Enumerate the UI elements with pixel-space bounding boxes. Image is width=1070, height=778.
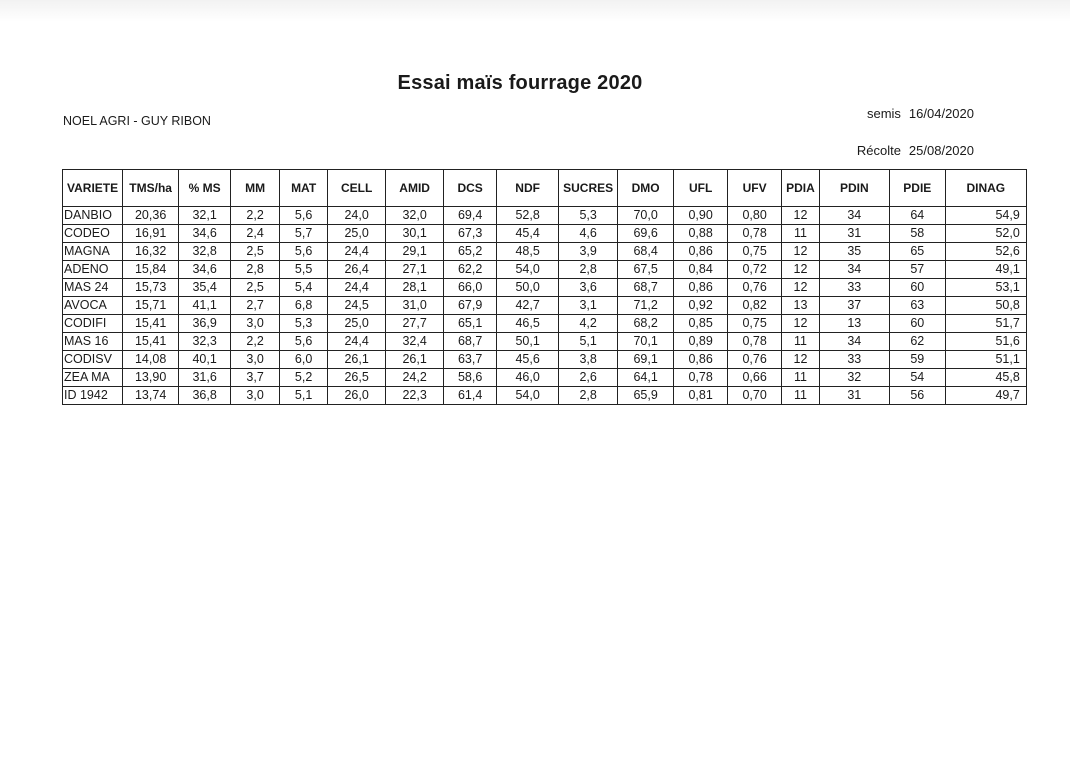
table-cell: 51,6 bbox=[945, 333, 1026, 351]
table-cell: 45,8 bbox=[945, 369, 1026, 387]
table-cell: 45,6 bbox=[497, 351, 559, 369]
table-cell: 49,1 bbox=[945, 261, 1026, 279]
column-header: NDF bbox=[497, 170, 559, 207]
table-cell: 59 bbox=[889, 351, 945, 369]
table-row bbox=[63, 333, 1027, 351]
table-cell: 0,75 bbox=[728, 243, 782, 261]
table-cell: 69,1 bbox=[618, 351, 674, 369]
column-header: AMID bbox=[386, 170, 444, 207]
table-cell: 26,0 bbox=[328, 387, 386, 405]
table-cell: 67,3 bbox=[444, 225, 497, 243]
column-header: SUCRES bbox=[559, 170, 618, 207]
harvest-date: 25/08/2020 bbox=[908, 143, 974, 158]
table-cell: 0,76 bbox=[728, 279, 782, 297]
sowing-label: semis bbox=[866, 106, 901, 121]
column-header: PDIA bbox=[782, 170, 820, 207]
table-cell: 11 bbox=[782, 387, 820, 405]
table-cell: 26,1 bbox=[328, 351, 386, 369]
column-header: DINAG bbox=[945, 170, 1026, 207]
table-cell: 11 bbox=[782, 369, 820, 387]
table-cell: 4,6 bbox=[559, 225, 618, 243]
table-cell: 32,4 bbox=[386, 333, 444, 351]
table-cell: 26,1 bbox=[386, 351, 444, 369]
table-cell: 2,5 bbox=[231, 243, 280, 261]
table-cell: 13,74 bbox=[123, 387, 179, 405]
column-header: TMS/ha bbox=[123, 170, 179, 207]
table-cell: 0,80 bbox=[728, 207, 782, 225]
variety-cell: ADENO bbox=[63, 261, 123, 279]
variety-cell: CODIFI bbox=[63, 315, 123, 333]
table-cell: 67,9 bbox=[444, 297, 497, 315]
table-cell: 0,86 bbox=[674, 279, 728, 297]
table-cell: 68,7 bbox=[618, 279, 674, 297]
column-header: PDIN bbox=[819, 170, 889, 207]
table-cell: 29,1 bbox=[386, 243, 444, 261]
table-cell: 5,5 bbox=[280, 261, 328, 279]
table-cell: 5,3 bbox=[280, 315, 328, 333]
table-cell: 68,7 bbox=[444, 333, 497, 351]
table-row bbox=[63, 387, 1027, 405]
table-cell: 40,1 bbox=[179, 351, 231, 369]
table-cell: 12 bbox=[782, 279, 820, 297]
sowing-date: 16/04/2020 bbox=[908, 106, 974, 121]
table-cell: 26,5 bbox=[328, 369, 386, 387]
table-cell: 3,9 bbox=[559, 243, 618, 261]
table-cell: 5,1 bbox=[280, 387, 328, 405]
variety-cell: MAS 24 bbox=[63, 279, 123, 297]
table-cell: 24,0 bbox=[328, 207, 386, 225]
table-cell: 71,2 bbox=[618, 297, 674, 315]
table-cell: 63,7 bbox=[444, 351, 497, 369]
table-cell: 51,7 bbox=[945, 315, 1026, 333]
table-cell: 3,1 bbox=[559, 297, 618, 315]
table-cell: 15,71 bbox=[123, 297, 179, 315]
table-row bbox=[63, 351, 1027, 369]
variety-cell: MAS 16 bbox=[63, 333, 123, 351]
table-cell: 0,85 bbox=[674, 315, 728, 333]
table-cell: 36,9 bbox=[179, 315, 231, 333]
table-cell: 32 bbox=[819, 369, 889, 387]
table-cell: 6,0 bbox=[280, 351, 328, 369]
table-cell: 22,3 bbox=[386, 387, 444, 405]
document-title: Essai maïs fourrage 2020 bbox=[397, 72, 643, 94]
table-cell: 42,7 bbox=[497, 297, 559, 315]
table-cell: 3,7 bbox=[231, 369, 280, 387]
table-cell: 33 bbox=[819, 279, 889, 297]
table-cell: 30,1 bbox=[386, 225, 444, 243]
column-header: PDIE bbox=[889, 170, 945, 207]
table-cell: 16,32 bbox=[123, 243, 179, 261]
table-cell: 11 bbox=[782, 225, 820, 243]
table-row bbox=[63, 207, 1027, 225]
table-cell: 2,5 bbox=[231, 279, 280, 297]
table-cell: 3,0 bbox=[231, 315, 280, 333]
table-cell: 36,8 bbox=[179, 387, 231, 405]
table-cell: 37 bbox=[819, 297, 889, 315]
table-cell: 0,86 bbox=[674, 351, 728, 369]
table-cell: 48,5 bbox=[497, 243, 559, 261]
table-cell: 3,0 bbox=[231, 387, 280, 405]
table-cell: 65 bbox=[889, 243, 945, 261]
table-cell: 66,0 bbox=[444, 279, 497, 297]
table-cell: 34 bbox=[819, 207, 889, 225]
table-cell: 31 bbox=[819, 387, 889, 405]
column-header: DMO bbox=[618, 170, 674, 207]
table-cell: 0,70 bbox=[728, 387, 782, 405]
table-cell: 15,41 bbox=[123, 315, 179, 333]
column-header: UFL bbox=[674, 170, 728, 207]
table-cell: 62,2 bbox=[444, 261, 497, 279]
table-cell: 15,73 bbox=[123, 279, 179, 297]
table-cell: 27,1 bbox=[386, 261, 444, 279]
table-cell: 5,1 bbox=[559, 333, 618, 351]
table-cell: 24,4 bbox=[328, 243, 386, 261]
table-cell: 57 bbox=[889, 261, 945, 279]
table-cell: 41,1 bbox=[179, 297, 231, 315]
table-cell: 0,81 bbox=[674, 387, 728, 405]
variety-cell: MAGNA bbox=[63, 243, 123, 261]
table-cell: 25,0 bbox=[328, 225, 386, 243]
table-cell: 52,0 bbox=[945, 225, 1026, 243]
table-cell: 54 bbox=[889, 369, 945, 387]
table-cell: 65,9 bbox=[618, 387, 674, 405]
table-cell: 3,8 bbox=[559, 351, 618, 369]
table-cell: 2,2 bbox=[231, 333, 280, 351]
column-header: VARIETE bbox=[63, 170, 123, 207]
table-cell: 62 bbox=[889, 333, 945, 351]
table-cell: 51,1 bbox=[945, 351, 1026, 369]
variety-cell: AVOCA bbox=[63, 297, 123, 315]
table-cell: 33 bbox=[819, 351, 889, 369]
table-cell: 0,89 bbox=[674, 333, 728, 351]
table-cell: 54,0 bbox=[497, 387, 559, 405]
variety-cell: CODEO bbox=[63, 225, 123, 243]
table-cell: 5,2 bbox=[280, 369, 328, 387]
author-line: NOEL AGRI - GUY RIBON bbox=[63, 114, 211, 128]
table-cell: 2,6 bbox=[559, 369, 618, 387]
table-cell: 32,8 bbox=[179, 243, 231, 261]
table-cell: 50,1 bbox=[497, 333, 559, 351]
column-header: MM bbox=[231, 170, 280, 207]
table-row bbox=[63, 297, 1027, 315]
table-cell: 24,4 bbox=[328, 333, 386, 351]
table-cell: 31 bbox=[819, 225, 889, 243]
table-cell: 35,4 bbox=[179, 279, 231, 297]
table-cell: 2,7 bbox=[231, 297, 280, 315]
table-cell: 5,4 bbox=[280, 279, 328, 297]
table-cell: 35 bbox=[819, 243, 889, 261]
table-cell: 67,5 bbox=[618, 261, 674, 279]
table-cell: 50,8 bbox=[945, 297, 1026, 315]
table-cell: 14,08 bbox=[123, 351, 179, 369]
table-cell: 32,1 bbox=[179, 207, 231, 225]
table-cell: 68,2 bbox=[618, 315, 674, 333]
table-cell: 26,4 bbox=[328, 261, 386, 279]
table-cell: 5,6 bbox=[280, 333, 328, 351]
table-cell: 5,3 bbox=[559, 207, 618, 225]
table-cell: 45,4 bbox=[497, 225, 559, 243]
table-cell: 58,6 bbox=[444, 369, 497, 387]
table-cell: 0,82 bbox=[728, 297, 782, 315]
table-cell: 0,92 bbox=[674, 297, 728, 315]
table-cell: 0,78 bbox=[674, 369, 728, 387]
table-row bbox=[63, 225, 1027, 243]
table-row bbox=[63, 369, 1027, 387]
table-cell: 28,1 bbox=[386, 279, 444, 297]
table-cell: 54,0 bbox=[497, 261, 559, 279]
table-cell: 61,4 bbox=[444, 387, 497, 405]
table-cell: 15,41 bbox=[123, 333, 179, 351]
table-cell: 13,90 bbox=[123, 369, 179, 387]
table-cell: 12 bbox=[782, 207, 820, 225]
table-cell: 69,4 bbox=[444, 207, 497, 225]
table-cell: 5,6 bbox=[280, 207, 328, 225]
table-cell: 27,7 bbox=[386, 315, 444, 333]
table-cell: 31,6 bbox=[179, 369, 231, 387]
table-cell: 34,6 bbox=[179, 225, 231, 243]
variety-cell: DANBIO bbox=[63, 207, 123, 225]
table-cell: 3,6 bbox=[559, 279, 618, 297]
table-cell: 13 bbox=[782, 297, 820, 315]
table-cell: 5,7 bbox=[280, 225, 328, 243]
table-cell: 49,7 bbox=[945, 387, 1026, 405]
table-cell: 32,0 bbox=[386, 207, 444, 225]
table-cell: 34 bbox=[819, 261, 889, 279]
column-header: MAT bbox=[280, 170, 328, 207]
table-cell: 32,3 bbox=[179, 333, 231, 351]
table-cell: 34,6 bbox=[179, 261, 231, 279]
table-cell: 0,66 bbox=[728, 369, 782, 387]
table-cell: 64 bbox=[889, 207, 945, 225]
table-cell: 68,4 bbox=[618, 243, 674, 261]
table-body bbox=[63, 207, 1027, 405]
sowing-date-line bbox=[867, 106, 974, 121]
table-cell: 52,6 bbox=[945, 243, 1026, 261]
table-row bbox=[63, 261, 1027, 279]
table-cell: 0,88 bbox=[674, 225, 728, 243]
table-cell: 2,2 bbox=[231, 207, 280, 225]
scan-edge-shadow bbox=[0, 0, 1070, 22]
table-cell: 54,9 bbox=[945, 207, 1026, 225]
table-cell: 70,1 bbox=[618, 333, 674, 351]
table-cell: 13 bbox=[819, 315, 889, 333]
column-header: DCS bbox=[444, 170, 497, 207]
column-header: CELL bbox=[328, 170, 386, 207]
table-cell: 0,72 bbox=[728, 261, 782, 279]
table-cell: 6,8 bbox=[280, 297, 328, 315]
table-cell: 25,0 bbox=[328, 315, 386, 333]
table-cell: 24,4 bbox=[328, 279, 386, 297]
trial-results-table bbox=[62, 169, 1027, 405]
table-cell: 46,0 bbox=[497, 369, 559, 387]
table-row bbox=[63, 243, 1027, 261]
table-cell: 63 bbox=[889, 297, 945, 315]
harvest-date-line bbox=[857, 143, 974, 158]
table-cell: 16,91 bbox=[123, 225, 179, 243]
table-cell: 0,76 bbox=[728, 351, 782, 369]
table-cell: 60 bbox=[889, 279, 945, 297]
table-cell: 2,8 bbox=[231, 261, 280, 279]
table-cell: 4,2 bbox=[559, 315, 618, 333]
table-header-row bbox=[63, 170, 1027, 207]
table-cell: 24,5 bbox=[328, 297, 386, 315]
table-cell: 53,1 bbox=[945, 279, 1026, 297]
table-cell: 65,1 bbox=[444, 315, 497, 333]
table-cell: 12 bbox=[782, 351, 820, 369]
table-cell: 31,0 bbox=[386, 297, 444, 315]
column-header: UFV bbox=[728, 170, 782, 207]
table-cell: 3,0 bbox=[231, 351, 280, 369]
table-row bbox=[63, 315, 1027, 333]
table-cell: 0,86 bbox=[674, 243, 728, 261]
table-row bbox=[63, 279, 1027, 297]
table-cell: 34 bbox=[819, 333, 889, 351]
table-cell: 0,75 bbox=[728, 315, 782, 333]
table-cell: 5,6 bbox=[280, 243, 328, 261]
table-cell: 11 bbox=[782, 333, 820, 351]
table-cell: 2,8 bbox=[559, 387, 618, 405]
table-cell: 12 bbox=[782, 261, 820, 279]
table-cell: 12 bbox=[782, 243, 820, 261]
variety-cell: ID 1942 bbox=[63, 387, 123, 405]
table-cell: 46,5 bbox=[497, 315, 559, 333]
table-cell: 52,8 bbox=[497, 207, 559, 225]
table-cell: 0,84 bbox=[674, 261, 728, 279]
table-cell: 64,1 bbox=[618, 369, 674, 387]
table-cell: 60 bbox=[889, 315, 945, 333]
harvest-label: Récolte bbox=[856, 143, 901, 158]
variety-cell: ZEA MA bbox=[63, 369, 123, 387]
table-cell: 20,36 bbox=[123, 207, 179, 225]
table-cell: 0,78 bbox=[728, 225, 782, 243]
table-cell: 12 bbox=[782, 315, 820, 333]
table-cell: 15,84 bbox=[123, 261, 179, 279]
table-cell: 65,2 bbox=[444, 243, 497, 261]
column-header: % MS bbox=[179, 170, 231, 207]
table-cell: 2,8 bbox=[559, 261, 618, 279]
table-cell: 50,0 bbox=[497, 279, 559, 297]
table-cell: 24,2 bbox=[386, 369, 444, 387]
table-cell: 0,90 bbox=[674, 207, 728, 225]
variety-cell: CODISV bbox=[63, 351, 123, 369]
table-cell: 56 bbox=[889, 387, 945, 405]
table-cell: 0,78 bbox=[728, 333, 782, 351]
table-cell: 70,0 bbox=[618, 207, 674, 225]
table-cell: 69,6 bbox=[618, 225, 674, 243]
table-cell: 58 bbox=[889, 225, 945, 243]
table-cell: 2,4 bbox=[231, 225, 280, 243]
